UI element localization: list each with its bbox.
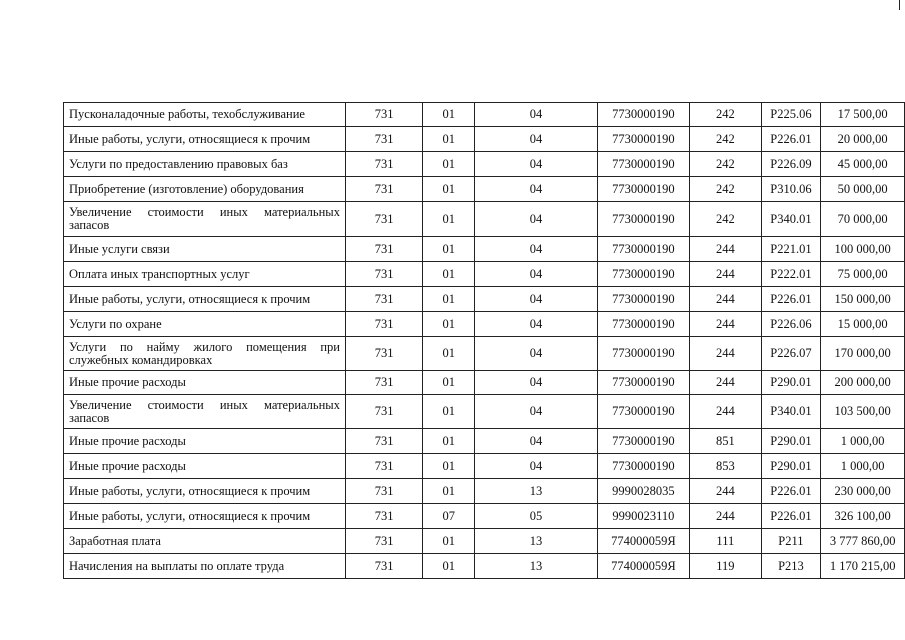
ministry-code-cell: 731 <box>345 454 422 479</box>
amount-cell: 230 000,00 <box>821 479 905 504</box>
ministry-code-cell: 731 <box>345 237 422 262</box>
expense-name-cell: Заработная плата <box>64 529 346 554</box>
table-row <box>64 479 905 504</box>
kosgu-code-cell: Р225.06 <box>761 103 821 127</box>
expense-name-cell: Услуги по охране <box>64 312 346 337</box>
table-row <box>64 312 905 337</box>
target-article-cell: 7730000190 <box>597 371 689 395</box>
kosgu-code-cell: Р290.01 <box>761 429 821 454</box>
subsection-code-cell: 04 <box>475 429 598 454</box>
target-article-cell: 7730000190 <box>597 103 689 127</box>
subsection-code-cell: 04 <box>475 262 598 287</box>
expense-type-cell: 244 <box>690 312 762 337</box>
kosgu-code-cell: Р222.01 <box>761 262 821 287</box>
amount-cell: 15 000,00 <box>821 312 905 337</box>
expense-name-cell: Иные прочие расходы <box>64 371 346 395</box>
expense-name-cell: Пусконаладочные работы, техобслуживание <box>64 103 346 127</box>
kosgu-code-cell: Р340.01 <box>761 202 821 237</box>
table-row <box>64 262 905 287</box>
subsection-code-cell: 04 <box>475 287 598 312</box>
subsection-code-cell: 04 <box>475 237 598 262</box>
ministry-code-cell: 731 <box>345 529 422 554</box>
table-row <box>64 429 905 454</box>
expense-name-cell: Иные работы, услуги, относящиеся к прочим <box>64 127 346 152</box>
amount-cell: 150 000,00 <box>821 287 905 312</box>
table-row <box>64 371 905 395</box>
amount-cell: 100 000,00 <box>821 237 905 262</box>
section-code-cell: 01 <box>423 262 475 287</box>
section-code-cell: 01 <box>423 177 475 202</box>
target-article-cell: 7730000190 <box>597 454 689 479</box>
section-code-cell: 07 <box>423 504 475 529</box>
subsection-code-cell: 04 <box>475 202 598 237</box>
subsection-code-cell: 04 <box>475 152 598 177</box>
expense-name-cell: Иные прочие расходы <box>64 454 346 479</box>
expense-name-cell: Приобретение (изготовление) оборудования <box>64 177 346 202</box>
subsection-code-cell: 04 <box>475 177 598 202</box>
ministry-code-cell: 731 <box>345 554 422 579</box>
ministry-code-cell: 731 <box>345 312 422 337</box>
amount-cell: 1 170 215,00 <box>821 554 905 579</box>
expense-type-cell: 244 <box>690 337 762 371</box>
target-article-cell: 7730000190 <box>597 202 689 237</box>
ministry-code-cell: 731 <box>345 395 422 429</box>
table-row <box>64 504 905 529</box>
ministry-code-cell: 731 <box>345 262 422 287</box>
kosgu-code-cell: Р226.01 <box>761 479 821 504</box>
subsection-code-cell: 04 <box>475 395 598 429</box>
table-row <box>64 287 905 312</box>
expense-type-cell: 851 <box>690 429 762 454</box>
subsection-code-cell: 13 <box>475 554 598 579</box>
page-edge-mark <box>899 0 900 10</box>
expense-name-cell: Увеличение стоимости иных материальных запасов <box>64 202 346 237</box>
section-code-cell: 01 <box>423 312 475 337</box>
section-code-cell: 01 <box>423 237 475 262</box>
expense-type-cell: 244 <box>690 237 762 262</box>
target-article-cell: 774000059Я <box>597 529 689 554</box>
section-code-cell: 01 <box>423 202 475 237</box>
amount-cell: 3 777 860,00 <box>821 529 905 554</box>
target-article-cell: 9990028035 <box>597 479 689 504</box>
expense-type-cell: 244 <box>690 262 762 287</box>
section-code-cell: 01 <box>423 395 475 429</box>
amount-cell: 103 500,00 <box>821 395 905 429</box>
table-row <box>64 103 905 127</box>
ministry-code-cell: 731 <box>345 202 422 237</box>
amount-cell: 326 100,00 <box>821 504 905 529</box>
expense-type-cell: 244 <box>690 479 762 504</box>
target-article-cell: 7730000190 <box>597 337 689 371</box>
amount-cell: 50 000,00 <box>821 177 905 202</box>
expense-name-cell: Иные работы, услуги, относящиеся к прочим <box>64 504 346 529</box>
ministry-code-cell: 731 <box>345 371 422 395</box>
subsection-code-cell: 04 <box>475 454 598 479</box>
target-article-cell: 7730000190 <box>597 237 689 262</box>
subsection-code-cell: 13 <box>475 529 598 554</box>
table-row <box>64 554 905 579</box>
table-row <box>64 529 905 554</box>
table-row <box>64 395 905 429</box>
expense-type-cell: 244 <box>690 287 762 312</box>
kosgu-code-cell: Р226.06 <box>761 312 821 337</box>
table-row <box>64 152 905 177</box>
expense-name-cell: Иные работы, услуги, относящиеся к прочим <box>64 287 346 312</box>
expense-type-cell: 244 <box>690 371 762 395</box>
section-code-cell: 01 <box>423 429 475 454</box>
ministry-code-cell: 731 <box>345 127 422 152</box>
target-article-cell: 7730000190 <box>597 395 689 429</box>
table-body <box>64 103 905 579</box>
kosgu-code-cell: Р290.01 <box>761 454 821 479</box>
amount-cell: 20 000,00 <box>821 127 905 152</box>
target-article-cell: 7730000190 <box>597 429 689 454</box>
expense-name-cell: Иные прочие расходы <box>64 429 346 454</box>
expense-name-cell: Услуги по предоставлению правовых баз <box>64 152 346 177</box>
target-article-cell: 7730000190 <box>597 262 689 287</box>
ministry-code-cell: 731 <box>345 152 422 177</box>
target-article-cell: 7730000190 <box>597 177 689 202</box>
expense-type-cell: 244 <box>690 504 762 529</box>
expense-type-cell: 242 <box>690 152 762 177</box>
amount-cell: 70 000,00 <box>821 202 905 237</box>
amount-cell: 75 000,00 <box>821 262 905 287</box>
amount-cell: 45 000,00 <box>821 152 905 177</box>
subsection-code-cell: 04 <box>475 337 598 371</box>
section-code-cell: 01 <box>423 127 475 152</box>
kosgu-code-cell: Р226.07 <box>761 337 821 371</box>
amount-cell: 1 000,00 <box>821 429 905 454</box>
section-code-cell: 01 <box>423 287 475 312</box>
kosgu-code-cell: Р213 <box>761 554 821 579</box>
target-article-cell: 7730000190 <box>597 287 689 312</box>
ministry-code-cell: 731 <box>345 337 422 371</box>
expense-name-cell: Услуги по найму жилого помещения при служебных командировках <box>64 337 346 371</box>
expense-type-cell: 853 <box>690 454 762 479</box>
section-code-cell: 01 <box>423 529 475 554</box>
section-code-cell: 01 <box>423 103 475 127</box>
target-article-cell: 7730000190 <box>597 127 689 152</box>
target-article-cell: 7730000190 <box>597 152 689 177</box>
ministry-code-cell: 731 <box>345 103 422 127</box>
table-row <box>64 337 905 371</box>
expense-type-cell: 242 <box>690 202 762 237</box>
kosgu-code-cell: Р290.01 <box>761 371 821 395</box>
section-code-cell: 01 <box>423 152 475 177</box>
kosgu-code-cell: Р226.09 <box>761 152 821 177</box>
table-row <box>64 177 905 202</box>
target-article-cell: 9990023110 <box>597 504 689 529</box>
ministry-code-cell: 731 <box>345 177 422 202</box>
expense-type-cell: 244 <box>690 395 762 429</box>
kosgu-code-cell: Р226.01 <box>761 127 821 152</box>
subsection-code-cell: 04 <box>475 127 598 152</box>
subsection-code-cell: 05 <box>475 504 598 529</box>
kosgu-code-cell: Р211 <box>761 529 821 554</box>
amount-cell: 200 000,00 <box>821 371 905 395</box>
subsection-code-cell: 04 <box>475 312 598 337</box>
subsection-code-cell: 13 <box>475 479 598 504</box>
ministry-code-cell: 731 <box>345 479 422 504</box>
subsection-code-cell: 04 <box>475 371 598 395</box>
target-article-cell: 774000059Я <box>597 554 689 579</box>
table-row <box>64 127 905 152</box>
table-row <box>64 237 905 262</box>
expense-type-cell: 111 <box>690 529 762 554</box>
expense-type-cell: 119 <box>690 554 762 579</box>
section-code-cell: 01 <box>423 337 475 371</box>
ministry-code-cell: 731 <box>345 429 422 454</box>
subsection-code-cell: 04 <box>475 103 598 127</box>
expense-name-cell: Иные услуги связи <box>64 237 346 262</box>
expense-type-cell: 242 <box>690 103 762 127</box>
amount-cell: 17 500,00 <box>821 103 905 127</box>
section-code-cell: 01 <box>423 554 475 579</box>
kosgu-code-cell: Р226.01 <box>761 287 821 312</box>
expense-name-cell: Начисления на выплаты по оплате труда <box>64 554 346 579</box>
expense-type-cell: 242 <box>690 127 762 152</box>
expense-type-cell: 242 <box>690 177 762 202</box>
section-code-cell: 01 <box>423 371 475 395</box>
section-code-cell: 01 <box>423 479 475 504</box>
amount-cell: 170 000,00 <box>821 337 905 371</box>
expense-name-cell: Оплата иных транспортных услуг <box>64 262 346 287</box>
table-row <box>64 454 905 479</box>
table-row <box>64 202 905 237</box>
kosgu-code-cell: Р221.01 <box>761 237 821 262</box>
expense-name-cell: Иные работы, услуги, относящиеся к прочим <box>64 479 346 504</box>
target-article-cell: 7730000190 <box>597 312 689 337</box>
budget-table <box>63 102 905 579</box>
expense-name-cell: Увеличение стоимости иных материальных запасов <box>64 395 346 429</box>
kosgu-code-cell: Р226.01 <box>761 504 821 529</box>
section-code-cell: 01 <box>423 454 475 479</box>
kosgu-code-cell: Р310.06 <box>761 177 821 202</box>
ministry-code-cell: 731 <box>345 287 422 312</box>
amount-cell: 1 000,00 <box>821 454 905 479</box>
kosgu-code-cell: Р340.01 <box>761 395 821 429</box>
ministry-code-cell: 731 <box>345 504 422 529</box>
